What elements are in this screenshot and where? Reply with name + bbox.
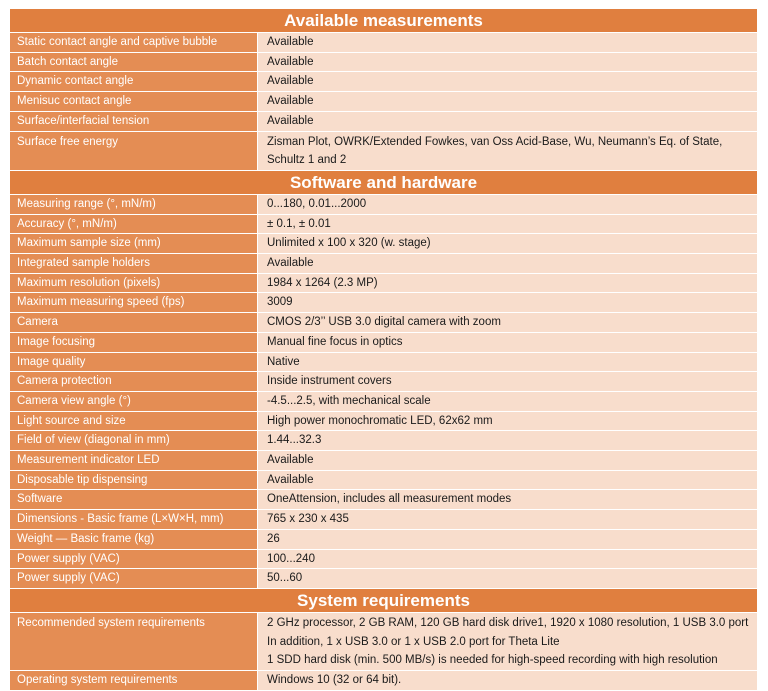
row-label: Accuracy (°, mN/m) — [10, 215, 258, 234]
table-row — [10, 530, 757, 550]
table-row — [10, 392, 757, 412]
row-value-line: 1.44...32.3 — [267, 434, 322, 447]
row-label: Weight — Basic frame (kg) — [10, 530, 258, 549]
table-row — [10, 451, 757, 471]
row-label: Integrated sample holders — [10, 254, 258, 273]
table-row — [10, 254, 757, 274]
row-value — [258, 33, 757, 52]
row-value — [258, 353, 757, 372]
row-value-line: 2 GHz processor, 2 GB RAM, 120 GB hard disk drive1, 1920 x 1080 resolution, 1 USB 3.0 port — [267, 616, 749, 629]
row-value — [258, 431, 757, 450]
row-value — [258, 132, 757, 170]
row-value — [258, 274, 757, 293]
section-header: Available measurements — [10, 9, 757, 33]
row-value-line: Available — [267, 36, 314, 48]
table-row — [10, 132, 757, 171]
section-header: Software and hardware — [10, 171, 757, 195]
row-value — [258, 372, 757, 391]
row-value-line: Inside instrument covers — [267, 375, 392, 388]
row-value-line: ± 0.1, ± 0.01 — [267, 217, 331, 230]
row-value-line: High power monochromatic LED, 62x62 mm — [267, 414, 493, 427]
table-row — [10, 293, 757, 313]
row-label: Maximum sample size (mm) — [10, 234, 258, 253]
table-row — [10, 33, 757, 53]
row-value — [258, 412, 757, 431]
row-label: Surface free energy — [10, 132, 258, 170]
specification-table — [10, 8, 757, 691]
row-label: Field of view (diagonal in mm) — [10, 431, 258, 450]
table-row — [10, 333, 757, 353]
table-row — [10, 569, 757, 589]
row-value-line: Available — [267, 95, 314, 108]
row-value-line: 50...60 — [267, 572, 303, 585]
row-value — [258, 195, 757, 214]
row-value — [258, 613, 757, 670]
row-value-line: 100...240 — [267, 552, 315, 565]
row-label: Power supply (VAC) — [10, 550, 258, 569]
table-row — [10, 92, 757, 112]
row-label: Camera — [10, 313, 258, 332]
row-label: Power supply (VAC) — [10, 569, 258, 588]
row-value-line: Available — [267, 55, 314, 68]
table-row — [10, 313, 757, 333]
row-value-line: 1 SDD hard disk (min. 500 MB/s) is needed for high-speed recording with high resolution — [267, 654, 718, 667]
row-value — [258, 92, 757, 111]
table-row — [10, 412, 757, 432]
row-value — [258, 215, 757, 234]
row-label: Disposable tip dispensing — [10, 471, 258, 490]
row-label: Measurement indicator LED — [10, 451, 258, 470]
row-value — [258, 254, 757, 273]
table-row — [10, 510, 757, 530]
row-value-line: Available — [267, 75, 314, 88]
row-value — [258, 510, 757, 529]
table-row — [10, 215, 757, 235]
row-value-line: Available — [267, 114, 314, 127]
section-header: System requirements — [10, 589, 757, 613]
row-value-line: 3009 — [267, 296, 293, 309]
row-label: Maximum resolution (pixels) — [10, 274, 258, 293]
row-value — [258, 234, 757, 253]
row-label: Menisuc contact angle — [10, 92, 258, 111]
table-row — [10, 112, 757, 132]
row-value-line: CMOS 2/3’’ USB 3.0 digital camera with zoom — [267, 316, 501, 329]
row-label: Static contact angle and captive bubble — [10, 33, 258, 52]
row-value-line: Available — [267, 473, 314, 486]
table-row — [10, 353, 757, 373]
row-value-line: OneAttension, includes all measurement modes — [267, 493, 512, 506]
row-label: Image focusing — [10, 333, 258, 352]
row-value-line: Manual fine focus in optics — [267, 335, 403, 348]
row-label: Software — [10, 490, 258, 509]
table-row — [10, 431, 757, 451]
row-value-line: Schultz 1 and 2 — [267, 154, 347, 167]
row-label: Operating system requirements — [10, 671, 258, 690]
table-row — [10, 195, 757, 215]
row-label: Measuring range (°, mN/m) — [10, 195, 258, 214]
row-label: Light source and size — [10, 412, 258, 431]
row-label: Camera view angle (°) — [10, 392, 258, 411]
table-row — [10, 490, 757, 510]
row-value-line: Available — [267, 454, 314, 467]
row-value — [258, 550, 757, 569]
row-value-line: Native — [267, 355, 300, 368]
row-value — [258, 313, 757, 332]
row-label: Batch contact angle — [10, 53, 258, 72]
row-value-line: 26 — [267, 532, 280, 545]
row-value-line: 765 x 230 x 435 — [267, 513, 349, 526]
row-value — [258, 53, 757, 72]
row-value — [258, 530, 757, 549]
table-row — [10, 550, 757, 570]
row-label: Dimensions - Basic frame (L×W×H, mm) — [10, 510, 258, 529]
row-value-line: Zisman Plot, OWRK/Extended Fowkes, van Oss Acid-Base, Wu, Neumann’s Eq. of State, — [267, 135, 723, 148]
table-row — [10, 53, 757, 73]
row-value — [258, 392, 757, 411]
row-label: Recommended system requirements — [10, 613, 258, 670]
row-value-line: -4.5...2.5, with mechanical scale — [267, 394, 431, 407]
table-row — [10, 274, 757, 294]
row-value — [258, 293, 757, 312]
row-value-line: Available — [267, 257, 314, 270]
row-value — [258, 333, 757, 352]
row-value — [258, 451, 757, 470]
row-label: Dynamic contact angle — [10, 72, 258, 91]
row-value-line: 1984 x 1264 (2.3 MP) — [267, 276, 378, 289]
row-value-line: In addition, 1 x USB 3.0 or 1 x USB 2.0 port for Theta Lite — [267, 635, 560, 648]
row-label: Camera protection — [10, 372, 258, 391]
table-row — [10, 671, 757, 691]
row-value — [258, 569, 757, 588]
row-value-line: Windows 10 (32 or 64 bit). — [267, 674, 402, 687]
row-value — [258, 112, 757, 131]
row-value-line: 0...180, 0.01...2000 — [267, 197, 367, 210]
row-value-line: Unlimited x 100 x 320 (w. stage) — [267, 237, 431, 250]
row-label: Surface/interfacial tension — [10, 112, 258, 131]
row-label: Maximum measuring speed (fps) — [10, 293, 258, 312]
table-row — [10, 471, 757, 491]
row-value — [258, 72, 757, 91]
table-row — [10, 234, 757, 254]
row-value — [258, 490, 757, 509]
row-label: Image quality — [10, 353, 258, 372]
table-row — [10, 372, 757, 392]
table-row — [10, 72, 757, 92]
row-value — [258, 471, 757, 490]
table-row — [10, 613, 757, 671]
